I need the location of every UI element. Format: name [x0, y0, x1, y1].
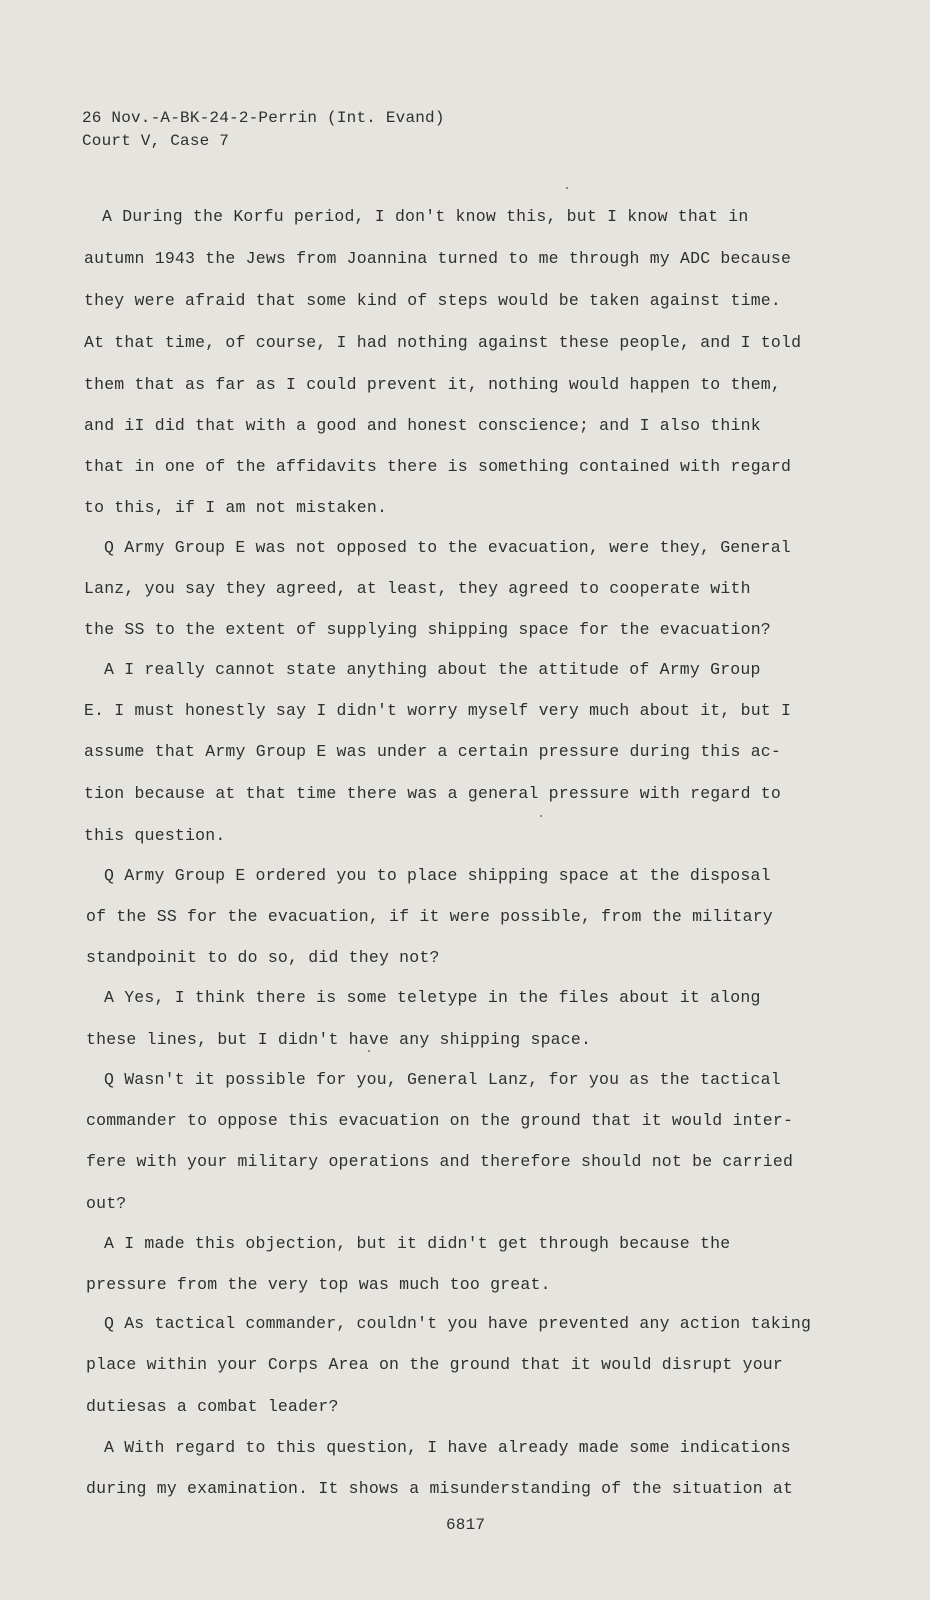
- transcript-line: autumn 1943 the Jews from Joannina turned to me through my ADC because: [84, 249, 792, 268]
- transcript-line: Q As tactical commander, couldn't you have prevented any action taking: [104, 1314, 812, 1333]
- transcript-line: Q Wasn't it possible for you, General Lanz, for you as the tactical: [104, 1070, 781, 1089]
- transcript-line: that in one of the affidavits there is something contained with regard: [84, 457, 792, 476]
- scan-margin: [930, 0, 949, 1600]
- transcript-line: E. I must honestly say I didn't worry myself very much about it, but I: [84, 701, 792, 720]
- transcript-line: place within your Corps Area on the ground that it would disrupt your: [86, 1355, 784, 1374]
- paper-speck: [368, 1050, 370, 1052]
- transcript-line: Q Army Group E ordered you to place shipping space at the disposal: [104, 866, 771, 885]
- transcript-line: A I really cannot state anything about the attitude of Army Group: [104, 660, 761, 679]
- transcript-line: dutiesas a combat leader?: [86, 1397, 339, 1416]
- transcript-line: fere with your military operations and therefore should not be carried: [86, 1152, 794, 1171]
- transcript-line: Q Army Group E was not opposed to the evacuation, were they, General: [104, 538, 791, 557]
- transcript-line: At that time, of course, I had nothing against these people, and I told: [84, 333, 802, 352]
- transcript-line: during my examination. It shows a misunderstanding of the situation at: [86, 1479, 794, 1498]
- transcript-line: out?: [86, 1194, 127, 1213]
- transcript-line: A I made this objection, but it didn't get through because the: [104, 1234, 731, 1253]
- transcript-line: standpoinit to do so, did they not?: [86, 948, 440, 967]
- transcript-line: tion because at that time there was a general pressure with regard to: [84, 784, 782, 803]
- transcript-line: the SS to the extent of supplying shipping space for the evacuation?: [84, 620, 771, 639]
- transcript-line: pressure from the very top was much too great.: [86, 1275, 551, 1294]
- transcript-line: to this, if I am not mistaken.: [84, 498, 388, 517]
- paper-speck: [566, 187, 568, 189]
- transcript-line: assume that Army Group E was under a certain pressure during this ac-: [84, 742, 782, 761]
- transcript-line: and iI did that with a good and honest conscience; and I also think: [84, 416, 761, 435]
- header-reference: 26 Nov.-A-BK-24-2-Perrin (Int. Evand): [82, 109, 445, 127]
- header-court-case: Court V, Case 7: [82, 132, 230, 150]
- transcript-line: them that as far as I could prevent it, nothing would happen to them,: [84, 375, 782, 394]
- transcript-line: they were afraid that some kind of steps would be taken against time.: [84, 291, 782, 310]
- paper-speck: [540, 815, 542, 817]
- document-header: [82, 107, 445, 153]
- transcript-line: A Yes, I think there is some teletype in the files about it along: [104, 988, 761, 1007]
- transcript-line: A During the Korfu period, I don't know this, but I know that in: [102, 207, 749, 226]
- transcript-line: these lines, but I didn't have any shipping space.: [86, 1030, 592, 1049]
- transcript-line: of the SS for the evacuation, if it were possible, from the military: [86, 907, 773, 926]
- transcript-line: commander to oppose this evacuation on the ground that it would inter-: [86, 1111, 794, 1130]
- transcript-line: Lanz, you say they agreed, at least, they agreed to cooperate with: [84, 579, 751, 598]
- transcript-line: A With regard to this question, I have already made some indications: [104, 1438, 791, 1457]
- page-number: 6817: [446, 1516, 486, 1534]
- transcript-line: this question.: [84, 826, 226, 845]
